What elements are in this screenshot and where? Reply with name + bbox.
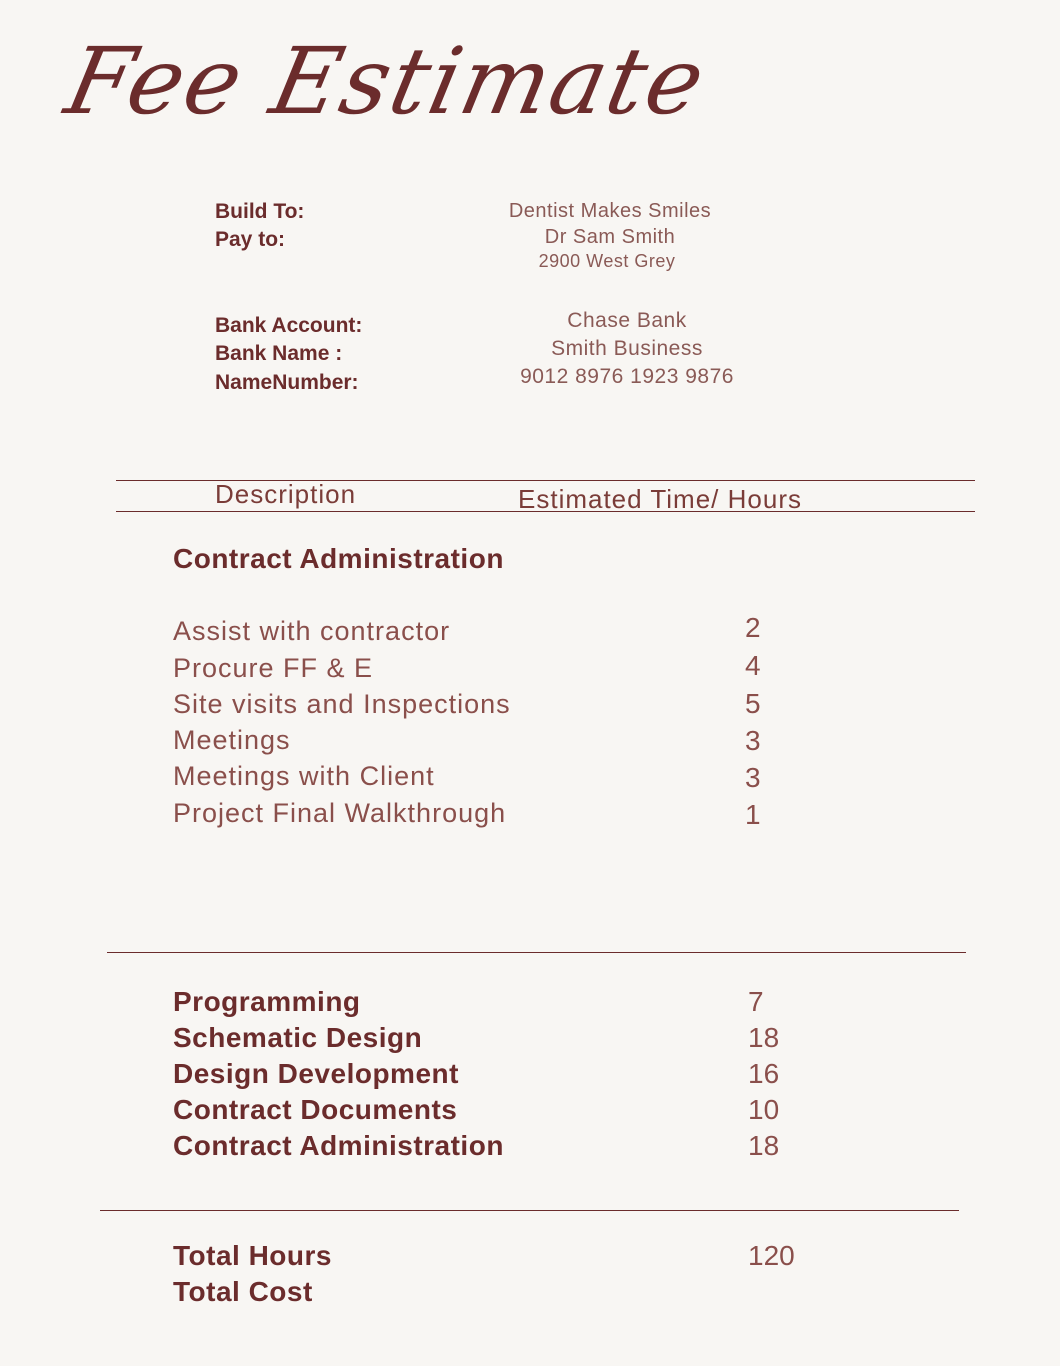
client-address: 2900 West Grey [538, 251, 676, 271]
list-item-hours: 2 [745, 612, 761, 643]
total-cost-label: Total Cost [173, 1276, 313, 1307]
list-item-label: Meetings [173, 725, 291, 755]
account-number-value: 9012 8976 1923 9876 [520, 365, 734, 388]
section-divider [107, 952, 966, 953]
summary-label: Contract Documents [173, 1094, 458, 1125]
list-item-hours: 1 [745, 799, 761, 830]
estimated-time-header: Estimated Time/ Hours [518, 484, 802, 514]
summary-label: Contract Administration [173, 1130, 504, 1161]
list-item-hours: 5 [745, 688, 761, 719]
summary-hours: 7 [748, 986, 764, 1017]
bank-name-label: Bank Name : [215, 342, 343, 365]
bank-name-value: Chase Bank [567, 309, 687, 332]
summary-label: Design Development [173, 1058, 459, 1089]
list-item-label: Site visits and Inspections [173, 689, 511, 719]
list-item-label: Project Final Walkthrough [173, 798, 507, 828]
pay-to-label: Pay to: [215, 228, 286, 251]
bank-account-label: Bank Account: [215, 314, 363, 337]
summary-hours: 16 [748, 1058, 780, 1089]
name-number-label: NameNumber: [215, 371, 359, 394]
client-name: Dentist Makes Smiles [508, 200, 712, 222]
client-contact: Dr Sam Smith [544, 226, 676, 248]
list-item-hours: 4 [745, 650, 761, 681]
total-hours-value: 120 [748, 1240, 795, 1271]
page-title: Fee Estimate [57, 28, 716, 135]
list-item-hours: 3 [745, 725, 761, 756]
list-item-hours: 3 [745, 762, 761, 793]
summary-label: Schematic Design [173, 1022, 423, 1053]
section-title: Contract Administration [173, 543, 504, 574]
summary-hours: 10 [748, 1094, 780, 1125]
totals-divider [100, 1210, 959, 1211]
summary-label: Programming [173, 986, 361, 1017]
list-item-label: Meetings with Client [173, 761, 435, 791]
list-item-label: Assist with contractor [173, 616, 451, 646]
list-item-label: Procure FF & E [173, 653, 374, 683]
header-bottom-rule [116, 511, 975, 512]
account-name-value: Smith Business [551, 337, 703, 360]
total-hours-label: Total Hours [173, 1240, 332, 1271]
build-to-label: Build To: [215, 200, 305, 223]
summary-hours: 18 [748, 1022, 780, 1053]
description-header: Description [215, 479, 357, 509]
summary-hours: 18 [748, 1130, 780, 1161]
